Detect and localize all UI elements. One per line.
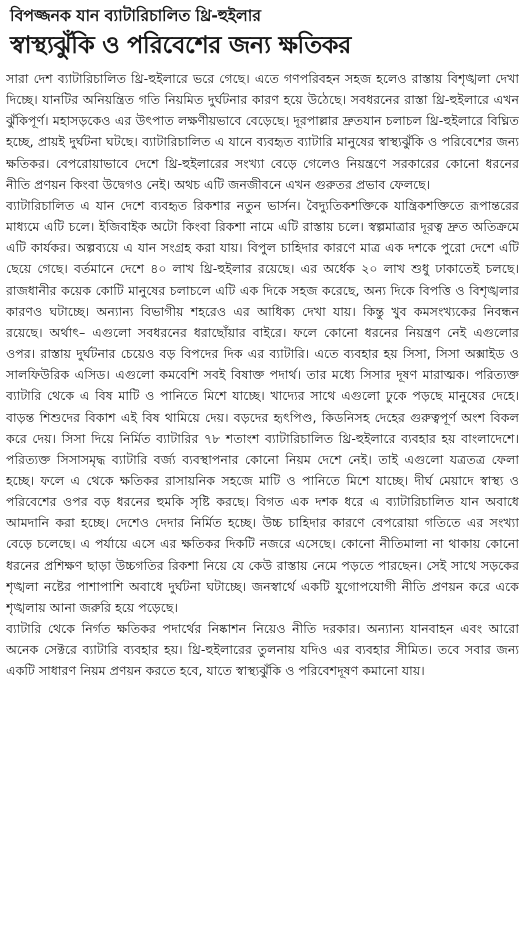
article-paragraph-3: ব্যাটারি থেকে নির্গত ক্ষতিকর পদার্থের নিষ্কাশন নিয়েও নীতি দরকার। অন্যান্য যানবাহন এবং আরো অনেক সেক্টরে ব্যাটারি ব্যবহার হয়। থ্রি-হুইলারের তুলনায় যদিও এর ব্যবহার সীমিত। তবে সবার জন্য একটি সাধারণ নিয়ম প্রণয়ন করতে হবে, যাতে স্বাস্থ্যঝুঁকি ও পরিবেশদূষণ কমানো যায়। bbox=[6, 621, 519, 679]
article-kicker: বিপজ্জনক যান ব্যাটারিচালিত থ্রি-হুইলার bbox=[10, 6, 261, 25]
article-headline: স্বাস্থ্যঝুঁকি ও পরিবেশের জন্য ক্ষতিকর bbox=[10, 30, 351, 59]
article-body bbox=[6, 68, 519, 938]
article-paragraph-2: ব্যাটারিচালিত এ যান দেশে ব্যবহৃত রিকশার নতুন ভার্সন। বৈদ্যুতিকশক্তিকে যান্ত্রিকশক্তিতে রূপান্তরের মাধ্যমে এটি চলে। ইজিবাইক অটো কিংবা রিকশা নামে এটি রাস্তায় চলে। স্বল্পমাত্রার দূরত্ব দ্রুত অতিক্রমে এটি কার্যকর। অল্পব্যয়ে এ যান সংগ্রহ করা যায়। বিপুল চাহিদার কারণে মাত্র এক দশকে পুরো দেশে এটি ছেয়ে গেছে। বর্তমানে দেশে ৪০ লাখ থ্রি-হুইলার রয়েছে। এর অর্ধেক ২০ লাখ শুধু ঢাকাতেই চলছে। রাজধানীর কয়েক কোটি মানুষের চলাচলে এটি এক দিকে সহজ করেছে, অন্য দিকে বিপত্তি ও বিশৃঙ্খলার কারণও ঘটাচ্ছে। অন্যান্য বিভাগীয় শহরেও এর আধিক্য দেখা যায়। কিন্তু খুব কমসংখ্যকের নিবন্ধন রয়েছে। অর্থাৎ– এগুলো সবধরনের ধরাছোঁয়ার বাইরে। ফলে কোনো ধরনের নিয়ন্ত্রণ নেই এগুলোর ওপর। রাস্তায় দুর্ঘটনার চেয়েও বড় বিপদের দিক এর ব্যাটারি। এতে ব্যবহার হয় সিসা, সিসা অক্সাইড ও সালফিউরিক এসিড। এগুলো কমবেশি সবই বিষাক্ত পদার্থ। তার মধ্যে সিসার দূষণ মারাত্মক। পরিত্যক্ত ব্যাটারি থেকে এ বিষ মাটি ও পানিতে মিশে যাচ্ছে। খাদ্যের সাথে এগুলো ঢুকে পড়ছে মানুষের দেহে। বাড়ন্ত শিশুদের বিকাশ এই বিষ থামিয়ে দেয়। বড়দের হৃৎপিণ্ড, কিডনিসহ দেহের গুরুত্বপূর্ণ অংশ বিকল করে দেয়। সিসা দিয়ে নির্মিত ব্যাটারির ৭৮ শতাংশ ব্যাটারিচালিত থ্রি-হুইলারে ব্যবহার হয় বাংলাদেশে। পরিত্যক্ত সিসাসমৃদ্ধ ব্যাটারি বর্জ্য ব্যবস্থাপনার কোনো নিয়ম দেশে নেই। তাই এগুলো যত্রতত্র ফেলা হচ্ছে। ফলে এ থেকে ক্ষতিকর রাসায়নিক সহজে মাটি ও পানিতে মিশে যাচ্ছে। দীর্ঘ মেয়াদে স্বাস্থ্য ও পরিবেশের ওপর বড় ধরনের হুমকি সৃষ্টি করছে। বিগত এক দশক ধরে এ ব্যাটারিচালিত যান অবাধে আমদানি করা হচ্ছে। দেশেও দেদার নির্মিত হচ্ছে। উচ্চ চাহিদার কারণে বেপরোয়া গতিতে এর সংখ্যা বেড়ে চলেছে। এ পর্যায়ে এসে এর ক্ষতিকর দিকটি নজরে এসেছে। কোনো নীতিমালা না থাকায় কোনো ধরনের প্রশিক্ষণ ছাড়া উচ্চগতির রিকশা নিয়ে যে কেউ রাস্তায় নেমে পড়তে পারছেন। সেই সাথে সড়কের শৃঙ্খলা নষ্টের পাশাপাশি অবাধে দুর্ঘটনা ঘটাচ্ছে। জনস্বার্থে একটি যুগোপযোগী নীতি প্রণয়ন করে একে শৃঙ্খলায় আনা জরুরি হয়ে পড়েছে। bbox=[6, 197, 519, 615]
article-paragraph-1: সারা দেশ ব্যাটারিচালিত থ্রি-হুইলারে ভরে গেছে। এতে গণপরিবহন সহজ হলেও রাস্তায় বিশৃঙ্খলা দেখা দিচ্ছে। যানটির অনিয়ন্ত্রিত গতি নিয়মিত দুর্ঘটনার কারণ হয়ে উঠেছে। সবধরনের রাস্তা থ্রি-হুইলারে এখন ঝুঁকিপূর্ণ। মহাসড়কেও এর উৎপাত লক্ষণীয়ভাবে বেড়েছে। দূরপাল্লার দ্রুতযান চলাচল থ্রি-হুইলারে বিঘ্নিত হচ্ছে, প্রায়ই দুর্ঘটনা ঘটছে। ব্যাটারিচালিত এ যানে ব্যবহৃত ব্যাটারি মানুষের স্বাস্থ্যঝুঁকি ও পরিবেশের জন্য ক্ষতিকর। বেপরোয়াভাবে দেশে থ্রি-হুইলারের সংখ্যা বেড়ে গেলেও নিয়ন্ত্রণে সরকারের কোনো ধরনের নীতি প্রণয়ন কিংবা উদ্বেগও নেই। অথচ এটি জনজীবনে এখন গুরুতর প্রভাব ফেলছে। bbox=[6, 71, 519, 192]
